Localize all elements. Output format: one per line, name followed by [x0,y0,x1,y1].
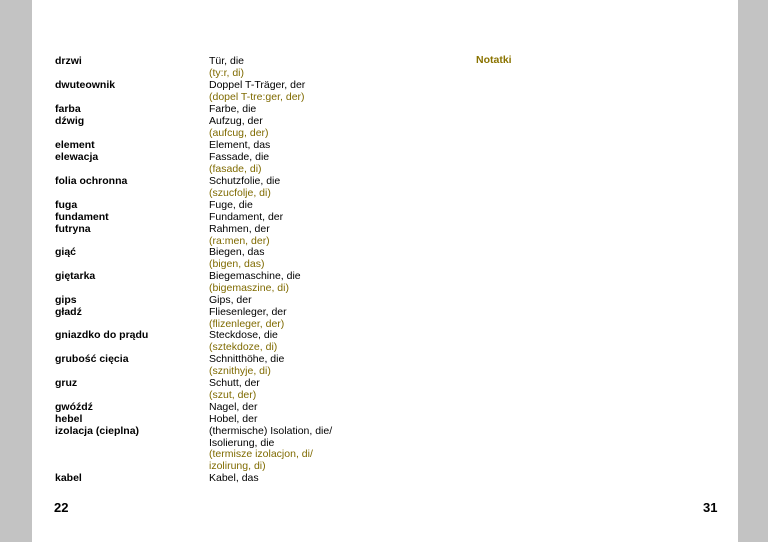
entry-de: Aufzug, der [209,115,263,127]
entry-de-pronunciation: (sznithyje, di) [209,365,271,377]
entry-pl: folia ochronna [55,175,128,187]
entry-pl: giętarka [55,270,96,282]
entry-de: Schnitthöhe, die [209,353,285,365]
entry-de-pronunciation: (ra:men, der) [209,235,270,247]
entry-de: Rahmen, der [209,223,270,235]
entry-pl: gruz [55,377,78,389]
entry-de-pronunciation: izolirung, di) [209,460,266,472]
entry-de-pronunciation: (fasade, di) [209,163,262,175]
entry-de: Biegen, das [209,246,265,258]
entry-de-pronunciation: (szucfolje, di) [209,187,271,199]
entry-de: Gips, der [209,294,252,306]
entry-pl: fuga [55,199,78,211]
entry-pl: gładź [55,306,82,318]
entry-de: Isolierung, die [209,437,275,449]
entry-pl: gips [55,294,77,306]
entry-pl: futryna [55,223,91,235]
entry-de-pronunciation: (sztekdoze, di) [209,341,278,353]
entry-de-pronunciation: (termisze izolacjon, di/ [209,448,313,460]
entry-de: Biegemaschine, die [209,270,301,282]
entry-de: Kabel, das [209,472,259,484]
entry-de-pronunciation: (bigen, das) [209,258,265,270]
entry-pl: element [55,139,95,151]
right-margin-bar [738,0,768,542]
entry-pl: kabel [55,472,82,484]
entry-de: Farbe, die [209,103,257,115]
entry-pl: gwóźdź [55,401,93,413]
entry-de: Fuge, die [209,199,253,211]
page-number-left: 22 [54,500,69,515]
entry-de-pronunciation: (dopel T-tre:ger, der) [209,91,305,103]
entry-de-pronunciation: (ty:r, di) [209,67,245,79]
entry-de: Hobel, der [209,413,258,425]
entry-pl: fundament [55,211,109,223]
entry-de: Steckdose, die [209,329,278,341]
entry-de: (thermische) Isolation, die/ [209,425,333,437]
entry-pl: grubość cięcia [55,353,129,365]
entry-de-pronunciation: (flizenleger, der) [209,318,285,330]
entry-pl: izolacja (cieplna) [55,425,140,437]
entry-de: Doppel T-Träger, der [209,79,306,91]
entry-de: Fassade, die [209,151,270,163]
entry-pl: gniazdko do prądu [55,329,149,341]
notes-heading: Notatki [476,54,512,66]
dictionary-page [32,0,738,542]
entry-pl: hebel [55,413,83,425]
entry-de: Element, das [209,139,271,151]
entry-de: Fundament, der [209,211,284,223]
entry-pl: dwuteownik [55,79,116,91]
entry-de-pronunciation: (aufcug, der) [209,127,269,139]
left-margin-bar [0,0,32,542]
entry-pl: farba [55,103,81,115]
entry-pl: giąć [55,246,77,258]
entry-pl: elewacja [55,151,99,163]
entry-de-pronunciation: (bigemaszine, di) [209,282,289,294]
entry-de-pronunciation: (szut, der) [209,389,257,401]
entry-de: Tür, die [209,55,245,67]
page-number-right: 31 [703,500,718,515]
entry-de: Fliesenleger, der [209,306,287,318]
entry-pl: drzwi [55,55,82,67]
entry-de: Schutt, der [209,377,260,389]
entry-de: Nagel, der [209,401,258,413]
entry-de: Schutzfolie, die [209,175,281,187]
entry-pl: dźwig [55,115,85,127]
